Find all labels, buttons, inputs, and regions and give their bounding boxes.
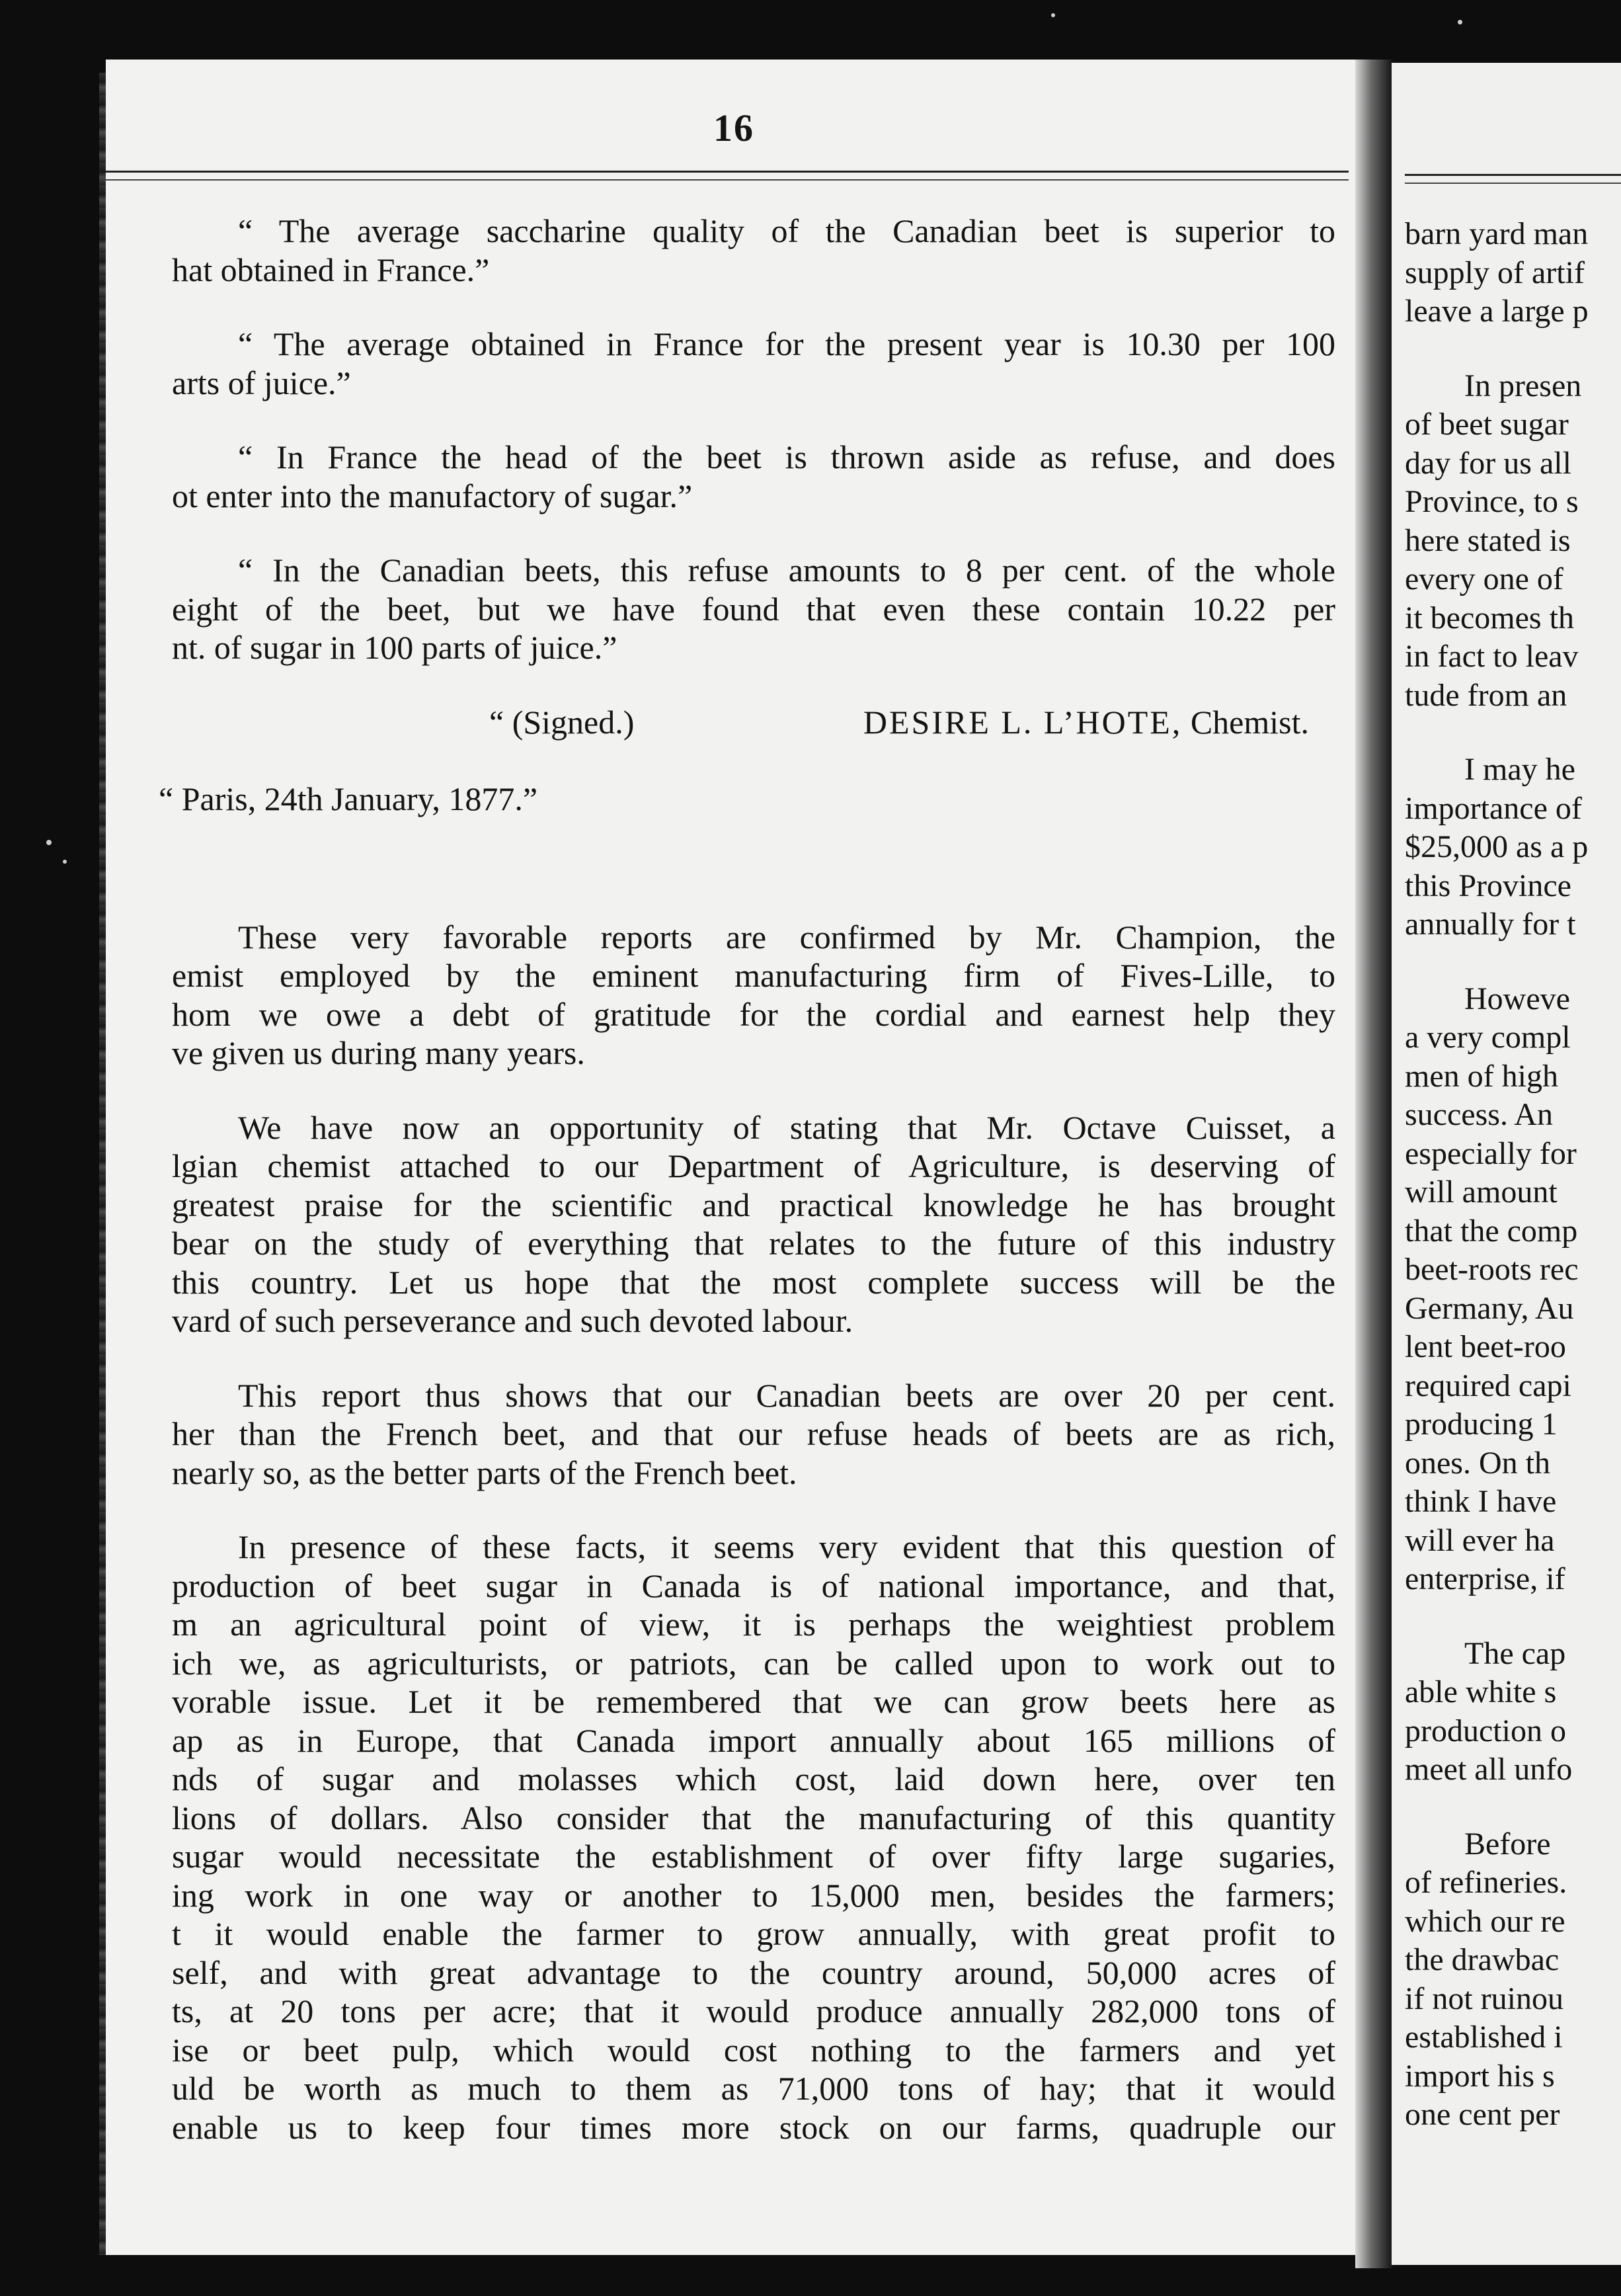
quote-paragraph bbox=[106, 551, 1335, 667]
scan-speck bbox=[63, 860, 67, 864]
text-line: of refineries. bbox=[1405, 1865, 1567, 1900]
text-line: enterprise, if bbox=[1405, 1561, 1565, 1596]
quote-paragraph bbox=[106, 325, 1335, 402]
text-line: “ The average obtained in France for the present year is 10.30 per 100 bbox=[238, 325, 1335, 362]
text-line: uld be worth as much to them as 71,000 tons of hay; that it would bbox=[172, 2070, 1335, 2107]
text-line: ich we, as agriculturists, or patriots, can be called upon to work out to bbox=[172, 1644, 1335, 1682]
body-paragraph bbox=[106, 1108, 1335, 1340]
text-line: ot enter into the manufactory of sugar.” bbox=[172, 477, 693, 514]
scan-speck bbox=[1051, 13, 1055, 17]
text-line: lgian chemist attached to our Department of Agriculture, is deserving of bbox=[172, 1147, 1335, 1184]
text-line: sugar would necessitate the establishment of over fifty large sugaries, bbox=[172, 1838, 1335, 1875]
text-line: $25,000 as a p bbox=[1405, 829, 1589, 864]
text-line: “ The average saccharine quality of the Canadian beet is superior to bbox=[238, 212, 1335, 249]
text-line: lions of dollars. Also consider that the manufacturing of this quantity bbox=[172, 1799, 1335, 1836]
text-line: leave a large p bbox=[1405, 294, 1589, 329]
text-line: this Province bbox=[1405, 868, 1571, 903]
text-line: of beet sugar bbox=[1405, 407, 1569, 442]
text-line: barn yard man bbox=[1405, 216, 1589, 251]
text-line: one cent per bbox=[1405, 2097, 1560, 2132]
text-line: will ever ha bbox=[1405, 1522, 1555, 1558]
paragraph-gap bbox=[1405, 1599, 1621, 1635]
body-paragraph bbox=[106, 918, 1335, 1073]
text-line: Howeve bbox=[1464, 981, 1570, 1016]
text-line: production of beet sugar in Canada is of national importance, and that, bbox=[172, 1567, 1335, 1604]
text-line: arts of juice.” bbox=[172, 364, 351, 401]
text-line: vard of such perseverance and such devoted labour. bbox=[172, 1302, 853, 1339]
text-line: here stated is bbox=[1405, 522, 1571, 558]
dateline: “ Paris, 24th January, 1877.” bbox=[159, 780, 538, 817]
scan-speck bbox=[1458, 20, 1462, 24]
text-line: that the comp bbox=[1405, 1213, 1578, 1249]
text-line: nt. of sugar in 100 parts of juice.” bbox=[172, 629, 617, 666]
quote-paragraph bbox=[106, 212, 1335, 289]
text-line: in fact to leav bbox=[1405, 639, 1579, 674]
text-line: ve given us during many years. bbox=[172, 1034, 585, 1071]
text-line: success. An bbox=[1405, 1097, 1553, 1132]
text-line: able white s bbox=[1405, 1674, 1557, 1709]
text-line: will amount bbox=[1405, 1174, 1558, 1210]
text-line: vorable issue. Let it be remembered that we can grow beets here as bbox=[172, 1683, 1335, 1720]
text-line: if not ruinou bbox=[1405, 1981, 1563, 2016]
text-line: ts, at 20 tons per acre; that it would produce annually 282,000 tons of bbox=[172, 1992, 1335, 2030]
text-line: ones. On th bbox=[1405, 1445, 1550, 1481]
text-line: Province, to s bbox=[1405, 484, 1579, 519]
text-line: eight of the beet, but we have found that even these contain 10.22 per bbox=[172, 590, 1335, 628]
text-line: hom we owe a debt of gratitude for the cordial and earnest help they bbox=[172, 995, 1335, 1033]
signature-line bbox=[106, 703, 1335, 742]
text-line: think I have bbox=[1405, 1484, 1557, 1519]
text-line: the drawbac bbox=[1405, 1942, 1560, 1977]
text-line: supply of artif bbox=[1405, 255, 1585, 290]
text-line: production o bbox=[1405, 1713, 1566, 1748]
page-number: 16 bbox=[713, 106, 754, 149]
text-line: emist employed by the eminent manufacturing firm of Fives-Lille, to bbox=[172, 957, 1335, 994]
text-line: self, and with great advantage to the country around, 50,000 acres of bbox=[172, 1953, 1335, 1991]
text-line: beet-roots rec bbox=[1405, 1252, 1579, 1287]
text-line: bear on the study of everything that relates to the future of this industry bbox=[172, 1225, 1335, 1262]
text-line: ap as in Europe, that Canada import annually about 165 millions of bbox=[172, 1721, 1335, 1759]
text-line: hat obtained in France.” bbox=[172, 251, 490, 288]
body-paragraph bbox=[106, 1528, 1335, 2147]
text-line: t it would enable the farmer to grow annually, with great profit to bbox=[172, 1915, 1335, 1952]
text-line: greatest praise for the scientific and practical knowledge he has brought bbox=[172, 1186, 1335, 1223]
text-line: a very compl bbox=[1405, 1020, 1571, 1055]
text-line: this country. Let us hope that the most complete success will be the bbox=[172, 1263, 1335, 1301]
text-line: required capi bbox=[1405, 1368, 1571, 1403]
text-line: ing work in one way or another to 15,000 men, besides the farmers; bbox=[172, 1876, 1335, 1914]
left-page bbox=[106, 60, 1362, 2255]
paragraph-gap bbox=[1405, 1789, 1621, 1825]
body-paragraph bbox=[106, 1376, 1335, 1493]
text-line: nearly so, as the better parts of the French beet. bbox=[172, 1454, 797, 1491]
text-line: tude from an bbox=[1405, 677, 1567, 713]
text-line: producing 1 bbox=[1405, 1407, 1558, 1442]
signed-label: “ (Signed.) bbox=[489, 703, 635, 741]
text-line: The cap bbox=[1464, 1635, 1566, 1671]
text-line: importance of bbox=[1405, 790, 1582, 826]
text-line: “ In the Canadian beets, this refuse amounts to 8 per cent. of the whole bbox=[238, 552, 1335, 589]
right-page-body bbox=[1405, 215, 1621, 2135]
quote-paragraph bbox=[106, 438, 1335, 515]
text-line: it becomes th bbox=[1405, 600, 1574, 636]
paragraph-gap bbox=[1405, 715, 1621, 751]
scan-speck bbox=[46, 840, 52, 845]
text-line: especially for bbox=[1405, 1135, 1577, 1171]
text-line: “ In France the head of the beet is thrown aside as refuse, and does bbox=[238, 438, 1335, 475]
header-rule bbox=[106, 171, 1349, 181]
left-page-body bbox=[106, 212, 1335, 2182]
text-line: her than the French beet, and that our refuse heads of beets are as rich, bbox=[172, 1415, 1335, 1452]
text-line: meet all unfo bbox=[1405, 1752, 1573, 1787]
text-line: nds of sugar and molasses which cost, laid down here, over ten bbox=[172, 1760, 1335, 1797]
text-line: In presen bbox=[1464, 368, 1582, 403]
text-line: I may he bbox=[1464, 752, 1575, 787]
text-line: which our re bbox=[1405, 1903, 1565, 1939]
text-line: Before bbox=[1464, 1826, 1551, 1862]
text-line: These very favorable reports are confirmed by Mr. Champion, the bbox=[238, 918, 1335, 956]
right-page bbox=[1392, 63, 1621, 2265]
text-line: every one of bbox=[1405, 561, 1563, 596]
text-line: m an agricultural point of view, it is perhaps the weightiest problem bbox=[172, 1606, 1335, 1643]
header-rule bbox=[1405, 174, 1621, 184]
text-line: import his s bbox=[1405, 2058, 1555, 2094]
signatory-name: DESIRE L. L’HOTE, bbox=[863, 703, 1183, 741]
text-line: enable us to keep four times more stock on our farms, quadruple our bbox=[172, 2108, 1335, 2146]
text-line: This report thus shows that our Canadian beets are over 20 per cent. bbox=[238, 1376, 1335, 1414]
signatory bbox=[863, 703, 1309, 742]
signatory-title: Chemist. bbox=[1190, 703, 1309, 741]
page-gutter bbox=[1355, 60, 1395, 2268]
text-line: established i bbox=[1405, 2020, 1563, 2055]
text-line: day for us all bbox=[1405, 445, 1571, 481]
text-line: In presence of these facts, it seems very evident that this question of bbox=[238, 1528, 1335, 1565]
paragraph-gap bbox=[1405, 944, 1621, 980]
text-line: We have now an opportunity of stating that Mr. Octave Cuisset, a bbox=[238, 1108, 1335, 1146]
text-line: men of high bbox=[1405, 1058, 1558, 1094]
text-line: annually for t bbox=[1405, 907, 1576, 942]
text-line: lent beet-roo bbox=[1405, 1329, 1566, 1364]
text-line: Germany, Au bbox=[1405, 1290, 1574, 1326]
text-line: ise or beet pulp, which would cost nothing to the farmers and yet bbox=[172, 2031, 1335, 2069]
paragraph-gap bbox=[1405, 331, 1621, 367]
